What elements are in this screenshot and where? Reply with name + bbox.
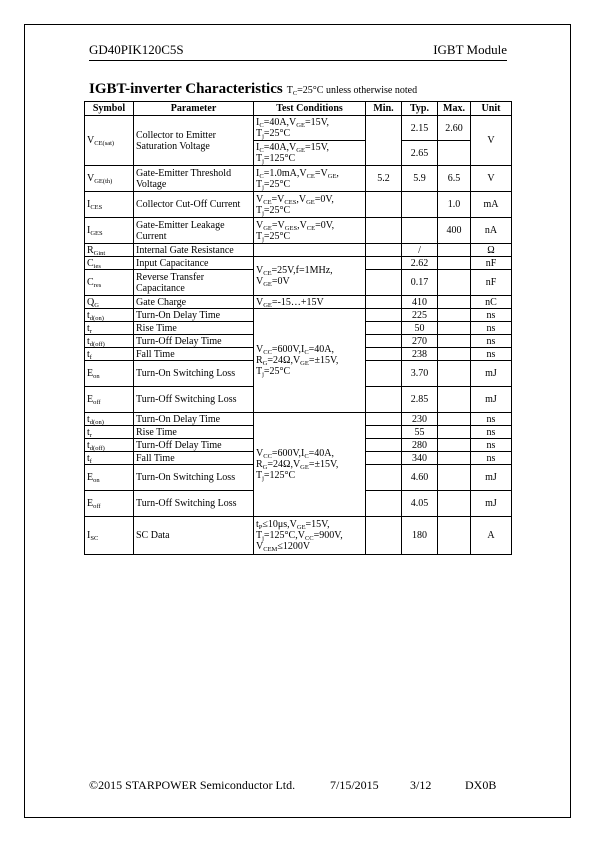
symbol-cell: $t_{d(on)}$ xyxy=(85,413,134,426)
product-type: IGBT Module xyxy=(433,42,507,57)
parameter-cell: Gate-Emitter Leakage Current xyxy=(134,218,254,244)
parameter-cell: Collector Cut-Off Current xyxy=(134,192,254,218)
table-row xyxy=(85,296,512,309)
typ-cell xyxy=(402,192,438,218)
symbol-cell: $I_{CES}$ xyxy=(85,192,134,218)
symbol-cell: $I_{GES}$ xyxy=(85,218,134,244)
min-cell xyxy=(366,452,402,465)
min-cell xyxy=(366,348,402,361)
typ-cell: 2.62 xyxy=(402,257,438,270)
typ-cell: 238 xyxy=(402,348,438,361)
unit-cell: ns xyxy=(471,322,512,335)
max-cell xyxy=(438,517,471,555)
condition-cell: $V_{CE}=25V,f=1MHz$, $V_{GE}=0V$ xyxy=(254,257,366,296)
symbol-cell: $V_{GE(th)}$ xyxy=(85,166,134,192)
symbol-cell: $Q_G$ xyxy=(85,296,134,309)
typ-cell xyxy=(402,218,438,244)
min-cell xyxy=(366,465,402,491)
parameter-cell: Turn-On Switching Loss xyxy=(134,465,254,491)
symbol-cell: $t_{d(off)}$ xyxy=(85,439,134,452)
table-row xyxy=(85,309,512,322)
max-cell xyxy=(438,413,471,426)
condition-cell: $I_C=1.0mA,V_{CE}=V_{GE}$, $T_j=25^\circ C$ xyxy=(254,166,366,192)
footer-date: 7/15/2015 xyxy=(330,778,379,792)
max-cell: 400 xyxy=(438,218,471,244)
unit-cell: mJ xyxy=(471,491,512,517)
unit-cell: mJ xyxy=(471,465,512,491)
section-title: IGBT-inverter Characteristics xyxy=(89,81,283,97)
parameter-cell: Rise Time xyxy=(134,426,254,439)
table-header-row xyxy=(85,102,512,116)
footer-page-number: 3/12 xyxy=(410,778,432,792)
unit-cell: ns xyxy=(471,439,512,452)
symbol-cell: $t_f$ xyxy=(85,348,134,361)
parameter-cell: Fall Time xyxy=(134,452,254,465)
unit-cell: ns xyxy=(471,413,512,426)
page-header xyxy=(89,42,507,61)
symbol-cell: $V_{CE(sat)}$ xyxy=(85,116,134,166)
parameter-cell: Turn-Off Delay Time xyxy=(134,439,254,452)
max-cell xyxy=(438,335,471,348)
unit-cell: V xyxy=(471,116,512,166)
typ-cell: 55 xyxy=(402,426,438,439)
min-cell xyxy=(366,257,402,270)
col-header-test-conditions: Test Conditions xyxy=(254,102,366,116)
max-cell xyxy=(438,452,471,465)
max-cell xyxy=(438,257,471,270)
symbol-cell: $t_{d(on)}$ xyxy=(85,309,134,322)
unit-cell: mJ xyxy=(471,361,512,387)
unit-cell: V xyxy=(471,166,512,192)
typ-cell: 230 xyxy=(402,413,438,426)
unit-cell: nF xyxy=(471,257,512,270)
typ-cell: 2.85 xyxy=(402,387,438,413)
max-cell xyxy=(438,322,471,335)
igbt-characteristics-table xyxy=(84,101,512,555)
parameter-cell: Internal Gate Resistance xyxy=(134,244,254,257)
typ-cell: 180 xyxy=(402,517,438,555)
col-header-typ: Typ. xyxy=(402,102,438,116)
symbol-cell: $t_f$ xyxy=(85,452,134,465)
section-heading xyxy=(89,80,417,98)
condition-cell: $t_P\le 10\mu s,V_{GE}=15V$, $T_j=125^\circ C,V_{CC}=900V$, $V_{CEM}\le 1200V$ xyxy=(254,517,366,555)
condition-cell: $I_C=40A,V_{GE}=15V$, $T_j=25^\circ C$ xyxy=(254,116,366,141)
symbol-cell: $C_{ies}$ xyxy=(85,257,134,270)
col-header-min: Min. xyxy=(366,102,402,116)
max-cell xyxy=(438,491,471,517)
symbol-cell: $t_{d(off)}$ xyxy=(85,335,134,348)
typ-cell: / xyxy=(402,244,438,257)
parameter-cell: Turn-On Delay Time xyxy=(134,413,254,426)
condition-cell: $V_{CC}=600V,I_C=40A$, $R_G=24\Omega,V_{GE}=\pm 15V$, $T_j=125^\circ C$ xyxy=(254,413,366,517)
unit-cell: ns xyxy=(471,309,512,322)
max-cell xyxy=(438,465,471,491)
min-cell xyxy=(366,413,402,426)
typ-cell: 2.15 xyxy=(402,116,438,141)
typ-cell: 3.70 xyxy=(402,361,438,387)
symbol-cell: $t_r$ xyxy=(85,322,134,335)
unit-cell: mA xyxy=(471,192,512,218)
parameter-cell: Reverse Transfer Capacitance xyxy=(134,270,254,296)
symbol-cell: $I_{SC}$ xyxy=(85,517,134,555)
unit-cell: Ω xyxy=(471,244,512,257)
min-cell xyxy=(366,244,402,257)
symbol-cell: $E_{off}$ xyxy=(85,491,134,517)
min-cell xyxy=(366,218,402,244)
footer-copyright: ©2015 STARPOWER Semiconductor Ltd. xyxy=(89,778,296,792)
condition-cell: $V_{GE}=-15\dots+15V$ xyxy=(254,296,366,309)
condition-cell: $V_{CE}=V_{CES},V_{GE}=0V$, $T_j=25^\circ C$ xyxy=(254,192,366,218)
typ-cell: 4.60 xyxy=(402,465,438,491)
parameter-cell: Fall Time xyxy=(134,348,254,361)
min-cell xyxy=(366,322,402,335)
min-cell xyxy=(366,192,402,218)
unit-cell: ns xyxy=(471,348,512,361)
parameter-cell: Turn-Off Switching Loss xyxy=(134,387,254,413)
parameter-cell: Rise Time xyxy=(134,322,254,335)
min-cell xyxy=(366,116,402,166)
table-row xyxy=(85,244,512,257)
parameter-cell: Collector to Emitter Saturation Voltage xyxy=(134,116,254,166)
footer-doc-code: DX0B xyxy=(465,778,497,792)
symbol-cell: $R_{Gint}$ xyxy=(85,244,134,257)
col-header-max: Max. xyxy=(438,102,471,116)
unit-cell: mJ xyxy=(471,387,512,413)
min-cell xyxy=(366,296,402,309)
max-cell: 2.60 xyxy=(438,116,471,141)
parameter-cell: Gate-Emitter Threshold Voltage xyxy=(134,166,254,192)
col-header-parameter: Parameter xyxy=(134,102,254,116)
parameter-cell: Gate Charge xyxy=(134,296,254,309)
min-cell xyxy=(366,426,402,439)
max-cell xyxy=(438,244,471,257)
parameter-cell: Input Capacitance xyxy=(134,257,254,270)
min-cell xyxy=(366,387,402,413)
unit-cell: A xyxy=(471,517,512,555)
parameter-cell: Turn-Off Delay Time xyxy=(134,335,254,348)
table-row xyxy=(85,218,512,244)
typ-cell: 50 xyxy=(402,322,438,335)
max-cell: 1.0 xyxy=(438,192,471,218)
parameter-cell: SC Data xyxy=(134,517,254,555)
unit-cell: nF xyxy=(471,270,512,296)
unit-cell: ns xyxy=(471,426,512,439)
max-cell xyxy=(438,296,471,309)
min-cell: 5.2 xyxy=(366,166,402,192)
symbol-cell: $E_{on}$ xyxy=(85,465,134,491)
symbol-cell: $E_{off}$ xyxy=(85,387,134,413)
table-row xyxy=(85,192,512,218)
table-row xyxy=(85,413,512,426)
max-cell xyxy=(438,309,471,322)
symbol-cell: $E_{on}$ xyxy=(85,361,134,387)
table-row xyxy=(85,116,512,141)
max-cell: 6.5 xyxy=(438,166,471,192)
col-header-symbol: Symbol xyxy=(85,102,134,116)
max-cell xyxy=(438,270,471,296)
parameter-cell: Turn-On Delay Time xyxy=(134,309,254,322)
typ-cell: 270 xyxy=(402,335,438,348)
max-cell xyxy=(438,387,471,413)
parameter-cell: Turn-On Switching Loss xyxy=(134,361,254,387)
unit-cell: nC xyxy=(471,296,512,309)
typ-cell: 225 xyxy=(402,309,438,322)
table-row xyxy=(85,517,512,555)
condition-cell xyxy=(254,244,366,257)
min-cell xyxy=(366,309,402,322)
table-row xyxy=(85,257,512,270)
typ-cell: 280 xyxy=(402,439,438,452)
table-row xyxy=(85,166,512,192)
parameter-cell: Turn-Off Switching Loss xyxy=(134,491,254,517)
part-number: GD40PIK120C5S xyxy=(89,42,184,57)
min-cell xyxy=(366,491,402,517)
min-cell xyxy=(366,517,402,555)
max-cell xyxy=(438,141,471,166)
typ-cell: 5.9 xyxy=(402,166,438,192)
unit-cell: nA xyxy=(471,218,512,244)
typ-cell: 4.05 xyxy=(402,491,438,517)
typ-cell: 410 xyxy=(402,296,438,309)
typ-cell: 2.65 xyxy=(402,141,438,166)
typ-cell: 0.17 xyxy=(402,270,438,296)
max-cell xyxy=(438,439,471,452)
min-cell xyxy=(366,439,402,452)
condition-cell: $V_{GE}=V_{GES},V_{CE}=0V$, $T_j=25^\circ C$ xyxy=(254,218,366,244)
max-cell xyxy=(438,426,471,439)
symbol-cell: $C_{res}$ xyxy=(85,270,134,296)
condition-cell: $I_C=40A,V_{GE}=15V$, $T_j=125^\circ C$ xyxy=(254,141,366,166)
section-condition: $T_C=25^\circ C$ unless otherwise noted xyxy=(286,85,418,97)
typ-cell: 340 xyxy=(402,452,438,465)
col-header-unit: Unit xyxy=(471,102,512,116)
unit-cell: ns xyxy=(471,335,512,348)
symbol-cell: $t_r$ xyxy=(85,426,134,439)
min-cell xyxy=(366,335,402,348)
min-cell xyxy=(366,270,402,296)
max-cell xyxy=(438,361,471,387)
condition-cell: $V_{CC}=600V,I_C=40A$, $R_G=24\Omega,V_{GE}=\pm 15V$, $T_j=25^\circ C$ xyxy=(254,309,366,413)
max-cell xyxy=(438,348,471,361)
unit-cell: ns xyxy=(471,452,512,465)
min-cell xyxy=(366,361,402,387)
